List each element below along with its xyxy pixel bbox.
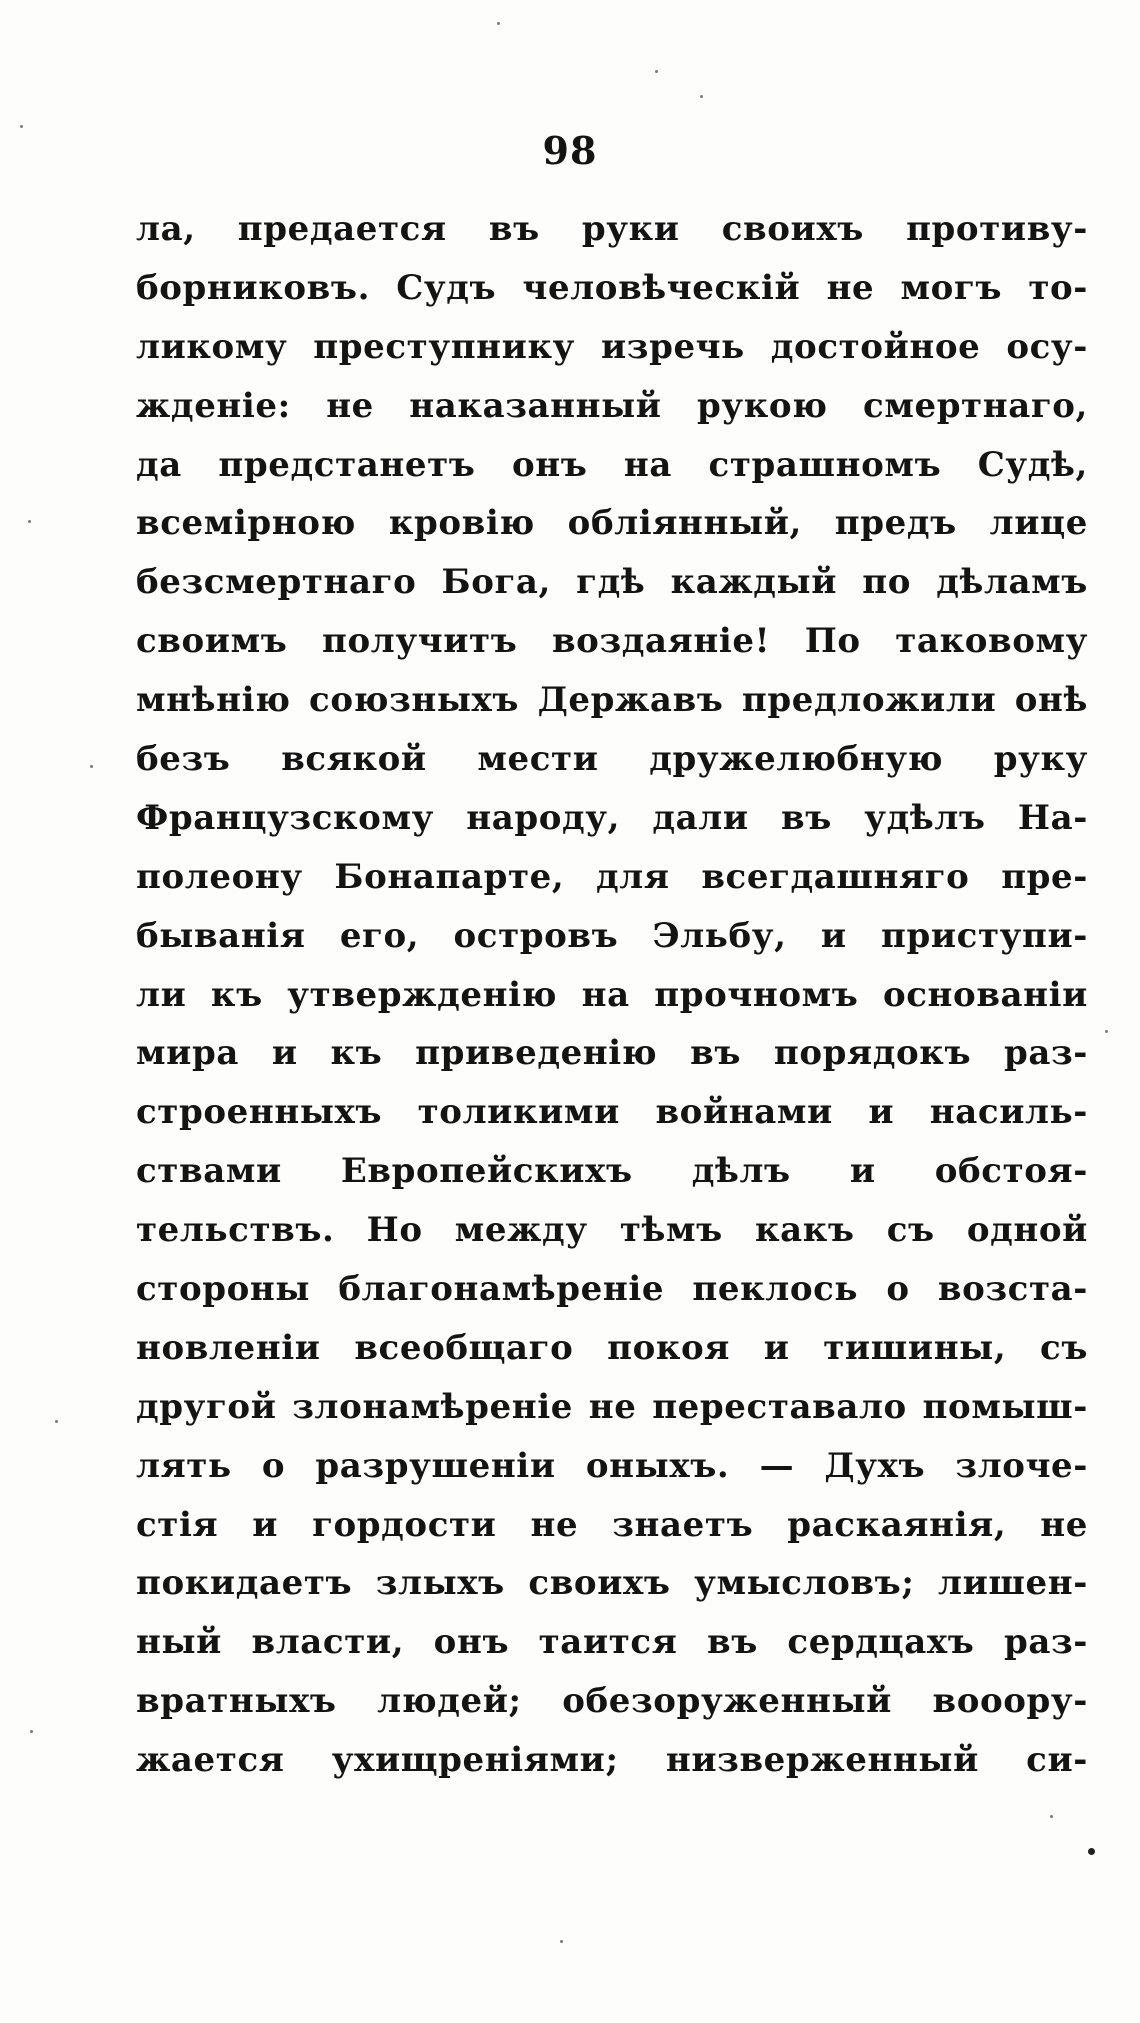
body-text bbox=[136, 200, 1088, 1790]
scan-speck bbox=[700, 95, 703, 98]
text-line: другой злонамѣреніе не переставало помыш- bbox=[136, 1386, 1088, 1427]
text-line: мира и къ приведенію въ порядокъ раз- bbox=[136, 1033, 1088, 1074]
text-line: вратныхъ людей; обезоруженный вооору- bbox=[136, 1681, 1088, 1722]
text-line: лять о разрушеніи оныхъ. — Духъ злоче- bbox=[136, 1445, 1088, 1486]
scan-speck bbox=[560, 1940, 563, 1943]
scan-speck bbox=[1050, 1815, 1053, 1818]
text-line: ствами Европейскихъ дѣлъ и обстоя- bbox=[136, 1151, 1088, 1192]
text-line: ла, предается въ руки своихъ противу- bbox=[136, 209, 1088, 249]
text-line: быванія его, островъ Эльбу, и приступи- bbox=[136, 915, 1088, 956]
text-line: своимъ получитъ воздаяніе! По таковому bbox=[136, 621, 1088, 662]
text-line: новленіи всеобщаго покоя и тишины, съ bbox=[136, 1327, 1088, 1368]
text-line: жается ухищреніями; низверженный си- bbox=[136, 1740, 1088, 1781]
scan-speck bbox=[90, 765, 93, 768]
text-line: стороны благонамѣреніе пеклось о возста- bbox=[136, 1269, 1088, 1310]
text-line: полеону Бонапарте, для всегдашняго пре- bbox=[136, 856, 1088, 897]
text-line: безсмертнаго Бога, гдѣ каждый по дѣламъ bbox=[136, 562, 1088, 603]
scan-speck bbox=[28, 520, 31, 523]
scan-speck bbox=[1105, 1030, 1108, 1033]
text-line: мнѣнію союзныхъ Державъ предложили онѣ bbox=[136, 680, 1088, 721]
text-line: тельствъ. Но между тѣмъ какъ съ одной bbox=[136, 1210, 1088, 1251]
text-line: Французскому народу, дали въ удѣлъ На- bbox=[136, 797, 1088, 838]
scan-speck bbox=[30, 1730, 33, 1733]
text-line: ный власти, онъ таится въ сердцахъ раз- bbox=[136, 1622, 1088, 1663]
text-line: безъ всякой мести дружелюбную руку bbox=[136, 739, 1088, 780]
scan-speck bbox=[20, 125, 23, 128]
text-line: всемірною кровію облiянный, предъ лице bbox=[136, 503, 1088, 544]
text-line: да предстанетъ онъ на страшномъ Судѣ, bbox=[136, 444, 1088, 485]
scan-speck bbox=[497, 22, 500, 25]
scan-speck bbox=[655, 70, 658, 73]
text-line: жденіе: не наказанный рукою смертнаго, bbox=[136, 385, 1088, 426]
text-line: борниковъ. Судъ человѣческій не могъ то- bbox=[136, 267, 1088, 308]
scan-speck bbox=[1088, 1848, 1095, 1855]
text-line: ли къ утвержденію на прочномъ основаніи bbox=[136, 974, 1088, 1015]
text-line: строенныхъ толикими войнами и насиль- bbox=[136, 1092, 1088, 1133]
page-number: 98 bbox=[542, 128, 598, 173]
text-line: стія и гордости не знаетъ раскаянія, не bbox=[136, 1504, 1088, 1545]
text-line: ликому преступнику изречь достойное осу- bbox=[136, 326, 1088, 367]
scan-speck bbox=[55, 1420, 58, 1423]
text-line: покидаетъ злыхъ своихъ умысловъ; лишен- bbox=[136, 1563, 1088, 1604]
